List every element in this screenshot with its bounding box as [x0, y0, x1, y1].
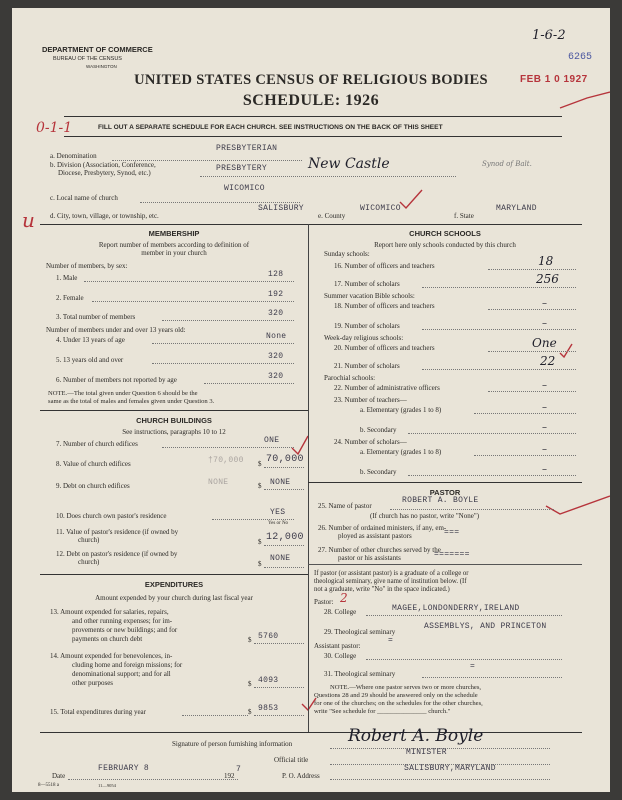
male-label: 1. Male: [56, 274, 78, 282]
margin-letter: u: [22, 208, 35, 232]
total-members-value: 320: [268, 309, 284, 318]
edifice-debt-amount: NONE: [270, 478, 291, 487]
age-intro: Number of members under and over 13 years old:: [46, 326, 186, 334]
membership-intro: Report number of members according to definition of: [98, 241, 250, 249]
instruction-line: FILL OUT A SEPARATE SCHEDULE FOR EACH CHURCH. SEE INSTRUCTIONS ON THE BACK OF THIS SHEET: [98, 124, 443, 131]
official-title-value: MINISTER: [406, 748, 447, 757]
total-members-line: [162, 320, 294, 321]
membership-note-2: same as the total of males and females given under Question 3.: [48, 398, 215, 405]
q18-label: 18. Number of officers and teachers: [334, 302, 435, 310]
city-label-field: d. City, town, village, or township, etc.: [50, 212, 159, 220]
q14-line: [254, 687, 304, 688]
division-value: PRESBYTERY: [216, 164, 268, 173]
columns-top-rule: [40, 224, 582, 225]
female-line: [92, 301, 294, 302]
pastor-note-4: write "See schedule for _______________ church.": [314, 708, 451, 715]
q18-value: –: [542, 298, 547, 309]
graduate-note-2: theological seminary, give name of institution below. (If: [314, 578, 467, 585]
edifice-debt-label: 9. Debt on church edifices: [56, 482, 130, 490]
pastor-name-hint: (If church has no pastor, write "None"): [370, 512, 480, 520]
q13-line: [254, 643, 304, 644]
margin-code: 0-1-1: [36, 120, 73, 136]
edifices-value: ONE: [264, 436, 280, 445]
q22-value: –: [542, 380, 547, 391]
over13-line: [152, 363, 294, 364]
q23-label: 23. Number of teachers—: [334, 396, 407, 404]
dollar-sign-11: $: [258, 538, 262, 546]
edifice-value-struck: †70,000: [208, 456, 244, 465]
state-label: f. State: [454, 212, 474, 220]
dollar-sign-15: $: [248, 708, 252, 716]
not-reported-line: [204, 383, 294, 384]
membership-bottom-rule: [40, 410, 308, 411]
q21-label: 21. Number of scholars: [334, 362, 400, 370]
print-code: 11—9054: [98, 783, 116, 788]
q24b-label: b. Secondary: [360, 468, 397, 476]
q26-label: 26. Number of ordained ministers, if any, em-: [318, 524, 447, 532]
pastor-note-2: Questions 28 and 29 should be answered only on the schedule: [314, 692, 478, 699]
signature: Robert A. Boyle: [348, 726, 484, 746]
q19-label: 19. Number of scholars: [334, 322, 400, 330]
q15-leader: [182, 715, 248, 716]
q17-line: [422, 287, 576, 288]
denomination-label: a. Denomination: [50, 152, 97, 160]
date-label: Date: [52, 772, 66, 780]
q23b-value: –: [542, 422, 547, 433]
pastor-note: NOTE.—Where one pastor serves two or more churches,: [330, 684, 482, 691]
over13-value: 320: [268, 352, 284, 361]
graduate-note: If pastor (or assistant pastor) is a graduate of a college or: [314, 570, 469, 577]
division-handwritten: New Castle: [308, 156, 390, 172]
pastor-subheading: Pastor:: [314, 598, 334, 606]
residence-value-label-2: church): [78, 536, 100, 544]
q24a-line: [474, 455, 576, 456]
form-code: 8—5518 a: [38, 783, 59, 788]
schedule-title: SCHEDULE: 1926: [242, 92, 380, 109]
q21-line: [422, 369, 576, 370]
pastor-checkmark: [546, 496, 610, 514]
q27-label: 27. Number of other churches served by the: [318, 546, 441, 554]
residence-debt-label: 12. Debt on pastor's residence (if owned by: [56, 550, 178, 558]
date-line: [68, 779, 238, 780]
q24a-value: –: [542, 444, 547, 455]
state-value: MARYLAND: [496, 204, 537, 213]
q23a-value: –: [542, 402, 547, 413]
male-value: 128: [268, 270, 284, 279]
column-divider: [308, 224, 309, 732]
under13-value: None: [266, 332, 287, 341]
q30-line: [366, 659, 562, 660]
assistant-subheading: Assistant pastor:: [314, 642, 361, 650]
by-sex-label: Number of members, by sex:: [46, 262, 128, 270]
local-name-value: WICOMICO: [224, 184, 265, 193]
official-title-label: Official title: [274, 756, 309, 764]
county-value: WICOMICO: [360, 204, 401, 213]
q14-label-4: other purposes: [72, 679, 114, 687]
signature-label: Signature of person furnishing information: [172, 740, 293, 748]
date-value: FEBRUARY 8: [98, 764, 150, 773]
pastor-name-value: ROBERT A. BOYLE: [402, 496, 479, 505]
division-label: b. Division (Association, Conference,: [50, 161, 156, 169]
expenditures-intro: Amount expended by your church during last fiscal year: [95, 594, 253, 602]
expenditures-heading: EXPENDITURES: [144, 580, 204, 589]
graduate-note-3: not a graduate, write "No" in the space indicated.): [314, 586, 450, 593]
division-pencil-note: Synod of Balt.: [482, 160, 532, 168]
assistant-mark: =: [388, 636, 394, 645]
owns-residence-value: YES: [270, 508, 286, 517]
year-digit: 7: [236, 765, 242, 774]
parochial-label: Parochial schools:: [324, 374, 376, 382]
buildings-bottom-rule: [40, 574, 308, 575]
red-two-mark: 2: [340, 591, 348, 605]
yes-no-hint: Yes or No: [268, 521, 289, 526]
city-value: SALISBURY: [258, 204, 304, 213]
q26-label-2: ployed as assistant pastors: [338, 532, 412, 540]
q13-label-2: and other running expenses; for im-: [72, 617, 173, 625]
residence-value-amount: 12,000: [266, 532, 304, 543]
q23a-line: [474, 413, 576, 414]
year-prefix: 192: [224, 772, 235, 780]
q16-line: [488, 269, 576, 270]
residence-debt-label-2: church): [78, 558, 100, 566]
edifice-debt-line: [264, 489, 304, 490]
q13-label-3: provements or new buildings; and for: [72, 626, 178, 634]
q17-value: 256: [536, 272, 559, 286]
sunday-label: Sunday schools:: [324, 250, 370, 258]
membership-intro-2: member in your church: [141, 249, 207, 257]
male-line: [84, 281, 294, 282]
pastor-name-line: [390, 509, 554, 510]
q27-value: =======: [434, 550, 470, 559]
summer-label: Summer vacation Bible schools:: [324, 292, 415, 300]
q13-amount: 5760: [258, 632, 279, 641]
q13-label-4: payments on church debt: [72, 635, 143, 643]
under13-label: 4. Under 13 years of age: [56, 336, 125, 344]
q14-label-3: denominational support; and for all: [72, 670, 171, 678]
bureau-label: BUREAU OF THE CENSUS: [53, 56, 122, 62]
edifices-checkmark: [292, 436, 308, 454]
q14-amount: 4093: [258, 676, 279, 685]
q15-line: [254, 715, 304, 716]
not-reported-value: 320: [268, 372, 284, 381]
department-label: DEPARTMENT OF COMMERCE: [42, 45, 153, 54]
q28-label: 28. College: [324, 608, 357, 616]
total-members-label: 3. Total number of members: [56, 313, 136, 321]
q31-value: =: [470, 662, 476, 671]
q24b-value: –: [542, 464, 547, 475]
q17-label: 17. Number of scholars: [334, 280, 400, 288]
dollar-sign-13: $: [248, 636, 252, 644]
city-label: WASHINGTON: [86, 64, 117, 69]
residence-value-label: 11. Value of pastor's residence (if owned by: [56, 528, 179, 536]
edifice-value-amount: 70,000: [266, 454, 304, 465]
q31-label: 31. Theological seminary: [324, 670, 396, 678]
weekday-label: Week-day religious schools:: [324, 334, 404, 342]
q15-label: 15. Total expenditures during year: [50, 708, 146, 716]
q15-amount: 9853: [258, 704, 279, 713]
q20-value: One: [532, 336, 557, 350]
address-line: [330, 779, 550, 780]
q30-label: 30. College: [324, 652, 357, 660]
q29-label: 29. Theological seminary: [324, 628, 396, 636]
pastor-note-3: for one of the churches; on the schedules for the other churches,: [314, 700, 483, 707]
q23b-line: [408, 433, 576, 434]
residence-debt-amount: NONE: [270, 554, 291, 563]
denomination-value: PRESBYTERIAN: [216, 144, 278, 153]
over13-label: 5. 13 years old and over: [56, 356, 124, 364]
q19-value: –: [542, 318, 547, 329]
edifice-value-line: [264, 467, 304, 468]
pastor-heading: PASTOR: [429, 488, 461, 497]
q28-line: [366, 615, 562, 616]
edifice-debt-struck: NONE: [208, 478, 229, 487]
q29-value: ASSEMBLYS, AND PRINCETON: [424, 622, 547, 631]
county-label: e. County: [318, 212, 346, 220]
female-value: 192: [268, 290, 284, 299]
q24a-label: a. Elementary (grades 1 to 8): [360, 448, 442, 456]
q16-value: 18: [538, 254, 554, 268]
q13-label: 13. Amount expended for salaries, repairs,: [50, 608, 169, 616]
census-schedule-sheet: [12, 8, 610, 792]
dollar-sign-14: $: [248, 680, 252, 688]
q24b-line: [408, 475, 576, 476]
q31-line: [422, 677, 562, 678]
form-title: UNITED STATES CENSUS OF RELIGIOUS BODIES: [134, 72, 488, 88]
residence-debt-line: [264, 567, 304, 568]
schools-bottom-rule: [308, 482, 582, 483]
pastor-name-label: 25. Name of pastor: [318, 502, 372, 510]
q24-label: 24. Number of scholars—: [334, 438, 407, 446]
buildings-heading: CHURCH BUILDINGS: [136, 416, 212, 425]
dollar-sign-9: $: [258, 482, 262, 490]
buildings-intro: See instructions, paragraphs 10 to 12: [122, 428, 226, 436]
q22-label: 22. Number of administrative officers: [334, 384, 440, 392]
received-stamp: FEB 1 0 1927: [520, 74, 588, 85]
q21-value: 22: [540, 354, 556, 368]
edifice-value-label: 8. Value of church edifices: [56, 460, 131, 468]
q14-label: 14. Amount expended for benevolences, in-: [50, 652, 173, 660]
q22-line: [488, 391, 576, 392]
residence-value-line: [264, 545, 304, 546]
top-note: 1-6-2: [532, 28, 566, 43]
stamp-number: 6265: [568, 52, 593, 63]
q16-label: 16. Number of officers and teachers: [334, 262, 435, 270]
county-checkmark: [400, 190, 422, 208]
q18-line: [488, 309, 576, 310]
address-label: P. O. Address: [282, 772, 320, 780]
schools-heading: CHURCH SCHOOLS: [409, 229, 481, 238]
q26-value: ===: [444, 528, 460, 537]
edifices-label: 7. Number of church edifices: [56, 440, 138, 448]
under13-line: [152, 343, 294, 344]
division-label-2: Diocese, Presbytery, Synod, etc.): [58, 169, 151, 177]
membership-note: NOTE.—The total given under Question 6 should be the: [48, 390, 198, 397]
not-reported-label: 6. Number of members not reported by age: [56, 376, 177, 384]
dollar-sign-12: $: [258, 560, 262, 568]
stamp-checkmark: [560, 92, 610, 108]
pastor-divider: [308, 564, 582, 565]
q28-value: MAGEE,LONDONDERRY,IRELAND: [392, 604, 520, 613]
q19-line: [422, 329, 576, 330]
q20-label: 20. Number of officers and teachers: [334, 344, 435, 352]
local-name-label: c. Local name of church: [50, 194, 118, 202]
q20-line: [488, 351, 576, 352]
female-label: 2. Female: [56, 294, 84, 302]
owns-residence-label: 10. Does church own pastor's residence: [56, 512, 167, 520]
address-value: SALISBURY,MARYLAND: [404, 764, 496, 773]
dollar-sign-8: $: [258, 460, 262, 468]
columns-bottom-rule: [40, 732, 582, 733]
schools-intro: Report here only schools conducted by this church: [374, 241, 516, 249]
q27-label-2: pastor or his assistants: [338, 554, 401, 562]
membership-heading: MEMBERSHIP: [148, 229, 200, 238]
q23b-label: b. Secondary: [360, 426, 397, 434]
q14-label-2: cluding home and foreign missions; for: [72, 661, 183, 669]
edifices-line: [162, 447, 294, 448]
q23a-label: a. Elementary (grades 1 to 8): [360, 406, 442, 414]
